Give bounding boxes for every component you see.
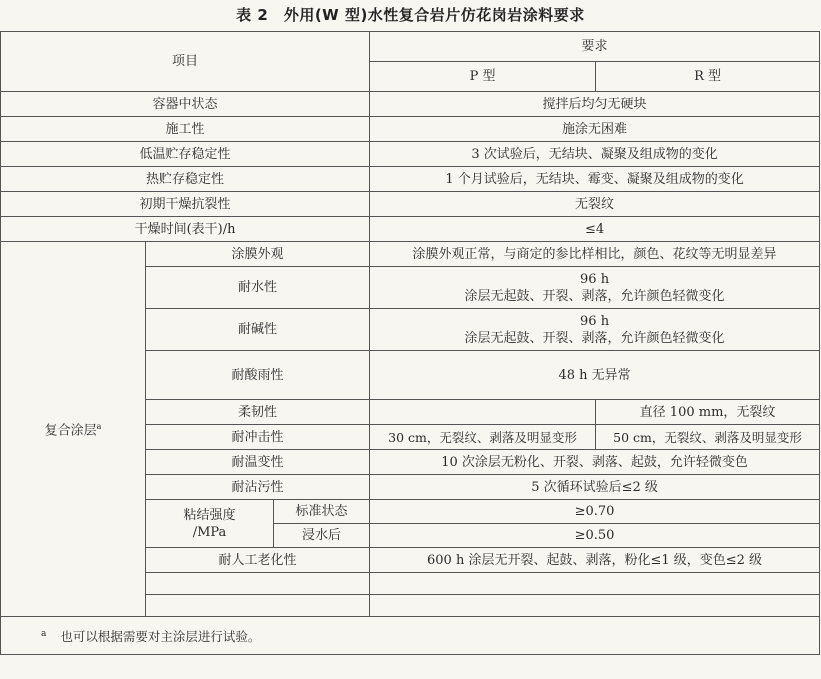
row-label: 低温贮存稳定性 xyxy=(1,142,370,167)
row-label: 初期干燥抗裂性 xyxy=(1,192,370,217)
row-label: 耐沾污性 xyxy=(146,475,370,500)
row-label: 容器中状态 xyxy=(1,92,370,117)
row-label: 浸水后 xyxy=(274,524,370,548)
composite-label: 复合涂层 xyxy=(44,423,97,439)
row-value-p xyxy=(370,400,596,425)
row-value: 1 个月试验后，无结块、霉变、凝聚及组成物的变化 xyxy=(370,167,820,192)
row-value xyxy=(370,267,820,309)
footnote-row xyxy=(1,617,820,655)
row-value-r: 直径 100 mm，无裂纹 xyxy=(596,400,820,425)
footnote-cell xyxy=(1,617,820,655)
footnote-ref: a xyxy=(96,422,102,432)
row-label: 耐温变性 xyxy=(146,450,370,475)
value-line: 96 h xyxy=(580,271,610,287)
header-type-p: P 型 xyxy=(370,62,596,92)
row-label: 标准状态 xyxy=(274,500,370,524)
table-row xyxy=(1,167,820,192)
row-value-p: 30 cm，无裂纹、剥落及明显变形 xyxy=(370,425,596,450)
row-label: 干燥时间(表干)/h xyxy=(1,217,370,242)
header-type-r: R 型 xyxy=(596,62,820,92)
table-row xyxy=(1,192,820,217)
row-value: 5 次循环试验后≤2 级 xyxy=(370,475,820,500)
row-value-r: 50 cm，无裂纹、剥落及明显变形 xyxy=(596,425,820,450)
row-label: 耐碱性 xyxy=(146,309,370,351)
value-line: 涂层无起鼓、开裂、剥落，允许颜色轻微变化 xyxy=(464,330,725,346)
row-value: 涂膜外观正常，与商定的参比样相比，颜色、花纹等无明显差异 xyxy=(370,242,820,267)
empty-cell xyxy=(146,573,370,595)
row-value: 600 h 涂层无开裂、起鼓、剥落，粉化≤1 级，变色≤2 级 xyxy=(370,548,820,573)
row-label: 耐人工老化性 xyxy=(146,548,370,573)
value-line: 96 h xyxy=(580,313,610,329)
row-value: 48 h 无异常 xyxy=(370,351,820,400)
header-item: 项目 xyxy=(1,32,370,92)
row-value: 施涂无困难 xyxy=(370,117,820,142)
table-row xyxy=(1,242,820,267)
table-row xyxy=(1,217,820,242)
row-value: ≤4 xyxy=(370,217,820,242)
footnote-text: 也可以根据需要对主涂层进行试验。 xyxy=(60,629,261,645)
empty-cell xyxy=(146,595,370,617)
bond-label-line: 粘结强度 xyxy=(183,507,236,523)
row-label: 涂膜外观 xyxy=(146,242,370,267)
composite-label-cell xyxy=(1,242,146,617)
row-value: 无裂纹 xyxy=(370,192,820,217)
requirements-table xyxy=(0,31,820,655)
row-label: 耐水性 xyxy=(146,267,370,309)
row-label: 施工性 xyxy=(1,117,370,142)
row-value: ≥0.50 xyxy=(370,524,820,548)
header-requirement: 要求 xyxy=(370,32,820,62)
bond-label-unit: /MPa xyxy=(192,524,227,540)
row-label: 热贮存稳定性 xyxy=(1,167,370,192)
row-value: 10 次涂层无粉化、开裂、剥落、起鼓，允许轻微变色 xyxy=(370,450,820,475)
row-label: 柔韧性 xyxy=(146,400,370,425)
row-value: 3 次试验后，无结块、凝聚及组成物的变化 xyxy=(370,142,820,167)
row-label: 耐酸雨性 xyxy=(146,351,370,400)
header-row-1 xyxy=(1,32,820,62)
empty-cell xyxy=(370,595,820,617)
bond-strength-label xyxy=(146,500,274,548)
table-title: 表 2 外用(W 型)水性复合岩片仿花岗岩涂料要求 xyxy=(236,6,585,24)
empty-cell xyxy=(370,573,820,595)
row-value xyxy=(370,309,820,351)
footnote-mark: a xyxy=(41,628,47,639)
row-label: 耐冲击性 xyxy=(146,425,370,450)
row-value: 搅拌后均匀无硬块 xyxy=(370,92,820,117)
table-row xyxy=(1,92,820,117)
table-row xyxy=(1,142,820,167)
value-line: 涂层无起鼓、开裂、剥落，允许颜色轻微变化 xyxy=(464,288,725,304)
row-value: ≥0.70 xyxy=(370,500,820,524)
table-row xyxy=(1,117,820,142)
